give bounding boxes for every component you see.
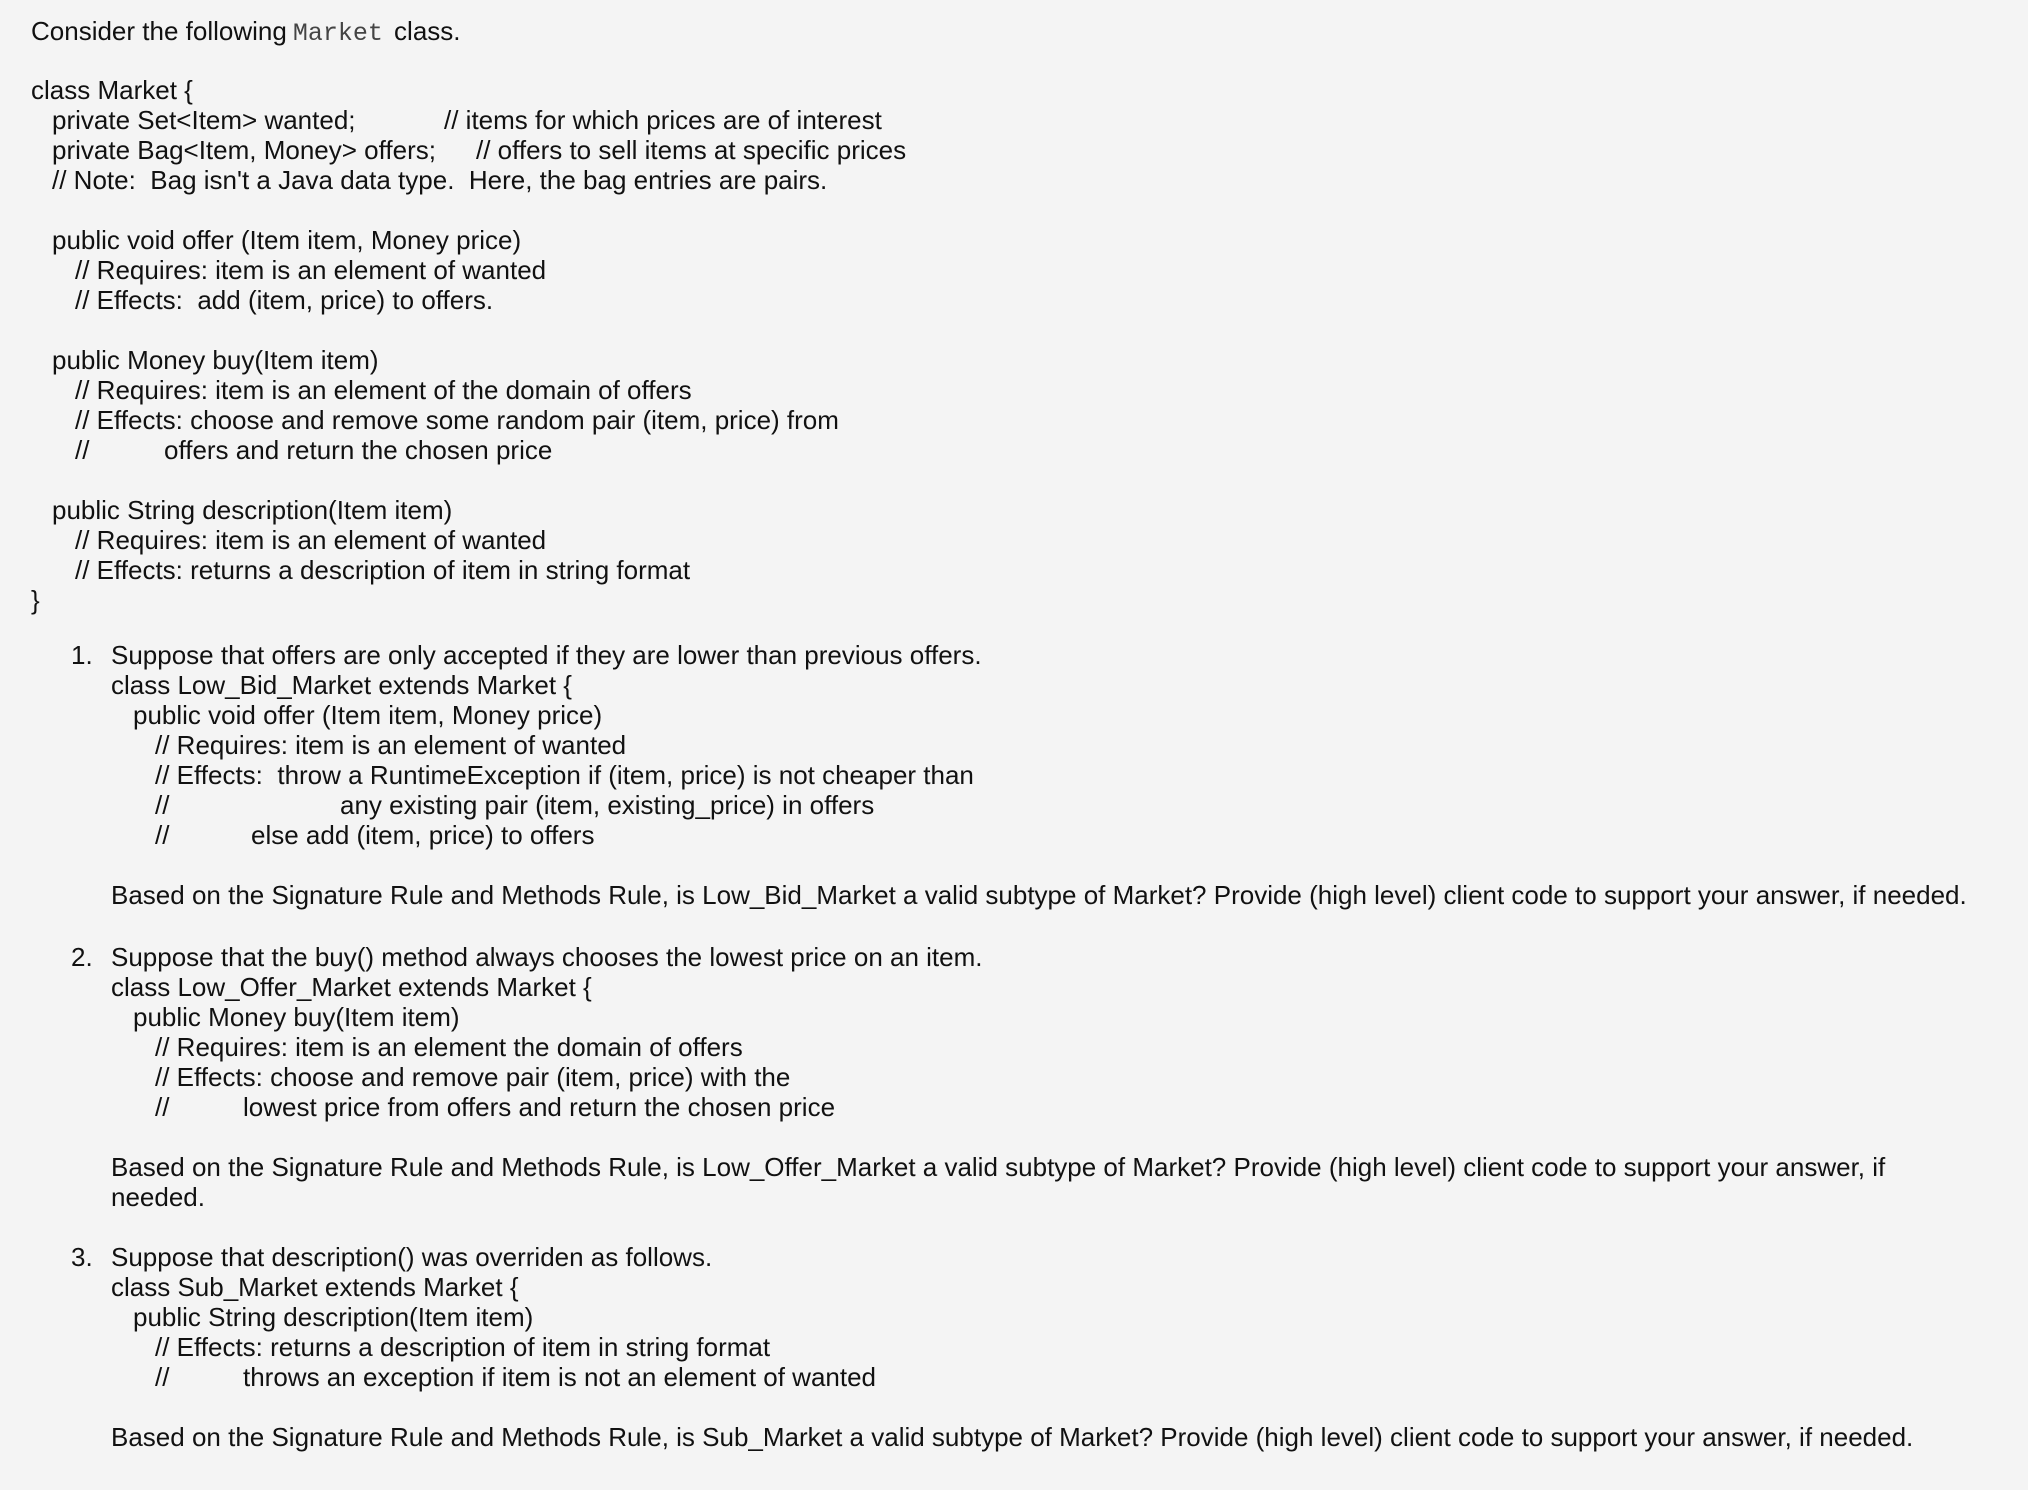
code-comment: // xyxy=(155,1092,170,1122)
code-comment: // Effects: add (item, price) to offers. xyxy=(75,285,494,315)
code-line: class Sub_Market extends Market { xyxy=(111,1272,519,1302)
intro-text-after: class. xyxy=(386,16,461,46)
code-line: class Low_Bid_Market extends Market { xyxy=(111,670,572,700)
code-comment: any existing pair (item, existing_price) in offers xyxy=(340,790,875,820)
intro-sentence xyxy=(31,16,461,46)
code-comment: // Effects: choose and remove some random pair (item, price) from xyxy=(75,405,839,435)
code-comment: // items for which prices are of interest xyxy=(444,105,882,135)
question-number: 1. xyxy=(71,640,93,670)
code-comment: lowest price from offers and return the chosen price xyxy=(243,1092,836,1122)
code-comment: throws an exception if item is not an element of wanted xyxy=(243,1362,877,1392)
code-line: class Low_Offer_Market extends Market { xyxy=(111,972,592,1002)
code-comment: // Effects: returns a description of item in string format xyxy=(75,555,691,585)
code-line: public String description(Item item) xyxy=(133,1302,534,1332)
code-line: public String description(Item item) xyxy=(52,495,453,525)
question-text: Suppose that offers are only accepted if they are lower than previous offers. xyxy=(111,640,982,670)
code-line: private Bag<Item, Money> offers; xyxy=(52,135,436,165)
question-text: Suppose that description() was overriden as follows. xyxy=(111,1242,713,1272)
code-line: public void offer (Item item, Money price) xyxy=(52,225,522,255)
code-comment: // Effects: returns a description of item in string format xyxy=(155,1332,771,1362)
code-comment: // Requires: item is an element of wanted xyxy=(155,730,627,760)
code-line: } xyxy=(31,585,40,615)
code-comment: // xyxy=(75,435,90,465)
code-comment: // Effects: choose and remove pair (item, price) with the xyxy=(155,1062,791,1092)
code-line: public Money buy(Item item) xyxy=(52,345,379,375)
code-comment: // xyxy=(155,1362,170,1392)
code-comment: // xyxy=(155,790,170,820)
code-comment: // Effects: throw a RuntimeException if (item, price) is not cheaper than xyxy=(155,760,974,790)
question-text: Suppose that the buy() method always chooses the lowest price on an item. xyxy=(111,942,983,972)
question-prompt: Based on the Signature Rule and Methods Rule, is Low_Offer_Market a valid subtype of Market? Provide (high level) client code to support your answer, if xyxy=(111,1152,1886,1182)
intro-class-name: Market xyxy=(292,19,383,48)
code-line: public Money buy(Item item) xyxy=(133,1002,460,1032)
code-line: public void offer (Item item, Money price) xyxy=(133,700,603,730)
code-comment: // offers to sell items at specific prices xyxy=(476,135,907,165)
code-comment: else add (item, price) to offers xyxy=(251,820,595,850)
question-prompt: Based on the Signature Rule and Methods Rule, is Sub_Market a valid subtype of Market? Provide (high level) client code to support your answer, if needed. xyxy=(111,1422,1914,1452)
code-comment: // Note: Bag isn't a Java data type. Here, the bag entries are pairs. xyxy=(52,165,828,195)
code-comment: // Requires: item is an element of wanted xyxy=(75,525,547,555)
code-comment: // xyxy=(155,820,170,850)
intro-text-before: Consider the following xyxy=(31,16,287,46)
code-line: private Set<Item> wanted; xyxy=(52,105,356,135)
code-comment: offers and return the chosen price xyxy=(164,435,553,465)
code-comment: // Requires: item is an element of wanted xyxy=(75,255,547,285)
question-number: 3. xyxy=(71,1242,93,1272)
question-prompt: Based on the Signature Rule and Methods Rule, is Low_Bid_Market a valid subtype of Market? Provide (high level) client code to support your answer, if needed. xyxy=(111,880,1967,910)
code-comment: // Requires: item is an element of the domain of offers xyxy=(75,375,692,405)
code-line: class Market { xyxy=(31,75,193,105)
code-comment: // Requires: item is an element the domain of offers xyxy=(155,1032,743,1062)
question-prompt: needed. xyxy=(111,1182,205,1212)
question-number: 2. xyxy=(71,942,93,972)
